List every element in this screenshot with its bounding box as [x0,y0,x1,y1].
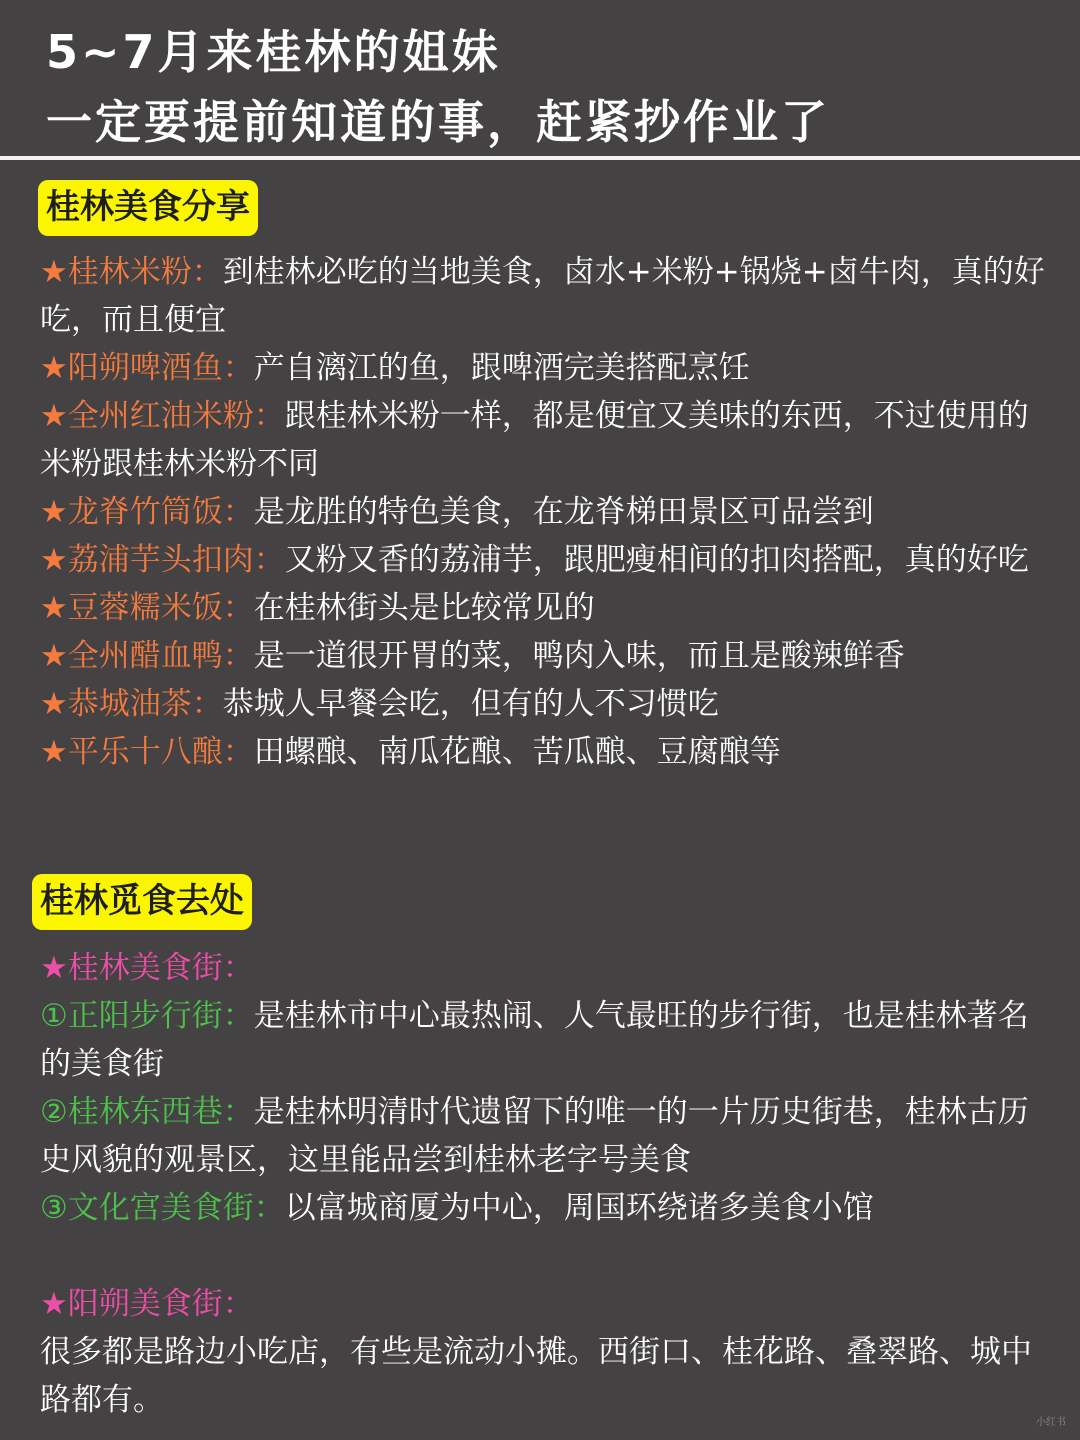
header-divider [0,156,1080,160]
item-label: ★阳朔啤酒鱼： [40,350,254,386]
section-tag-food-places: 桂林觅食去处 [32,874,252,930]
item-label: ★豆蓉糯米饭： [40,590,254,626]
item-text: 到桂林必吃的当地美食，卤水+米粉+锅烧+卤牛肉，真的好吃，而且便宜 [40,254,1045,338]
list-item [40,392,1050,488]
item-text: 是桂林市中心最热闹、人气最旺的步行街，也是桂林著名的美食街 [40,998,1029,1082]
list-item [40,536,1050,584]
item-label: ③文化宫美食街： [40,1190,285,1226]
item-text: 是一道很开胃的菜，鸭肉入味，而且是酸辣鲜香 [253,638,905,674]
list-item [40,1184,1050,1232]
item-label: ★全州红油米粉： [40,398,285,434]
item-label: ★全州醋血鸭： [40,638,254,674]
list-item [40,632,1050,680]
spacer [40,1232,1050,1280]
item-text: 又粉又香的荔浦芋，跟肥瘦相间的扣肉搭配，真的好吃 [284,542,1029,578]
group-title-yangshuo: ★阳朔美食街： [40,1286,254,1322]
list-item [40,728,1050,776]
yangshuo-description: 很多都是路边小吃店，有些是流动小摊。西街口、桂花路、叠翠路、城中路都有。 [40,1334,1032,1418]
item-text: 产自漓江的鱼，跟啤酒完美搭配烹饪 [253,350,750,386]
item-text: 是龙胜的特色美食，在龙脊梯田景区可品尝到 [253,494,874,530]
title-line-2: 一定要提前知道的事，赶紧抄作业了 [46,95,830,149]
item-label: ①正阳步行街： [40,998,254,1034]
item-text: 恭城人早餐会吃，但有的人不习惯吃 [222,686,719,722]
list-item [40,1088,1050,1184]
list-item [40,992,1050,1088]
section-tag-food-share: 桂林美食分享 [38,180,258,236]
food-list [40,248,1050,776]
item-label: ★龙脊竹筒饭： [40,494,254,530]
item-label: ★平乐十八酿： [40,734,254,770]
list-item [40,344,1050,392]
item-label: ★恭城油茶： [40,686,223,722]
title-line-1: 5~7月来桂林的姐妹 [46,25,501,79]
group-title-guilin: ★桂林美食街： [40,950,254,986]
header [0,0,1080,160]
item-text: 跟桂林米粉一样，都是便宜又美味的东西，不过使用的米粉跟桂林米粉不同 [40,398,1029,482]
item-text: 在桂林街头是比较常见的 [253,590,595,626]
list-item [40,488,1050,536]
list-item [40,248,1050,344]
watermark: 小红书 [1036,1417,1066,1428]
item-label: ★荔浦芋头扣肉： [40,542,285,578]
item-text: 以富城商厦为中心，周国环绕诸多美食小馆 [284,1190,874,1226]
list-item [40,680,1050,728]
item-text: 是桂林明清时代遗留下的唯一的一片历史街巷，桂林古历史风貌的观景区，这里能品尝到桂林老字号美食 [40,1094,1029,1178]
item-text: 田螺酿、南瓜花酿、苦瓜酿、豆腐酿等 [253,734,781,770]
item-label: ②桂林东西巷： [40,1094,254,1130]
places-list [40,944,1050,1424]
list-item [40,584,1050,632]
item-label: ★桂林米粉： [40,254,223,290]
